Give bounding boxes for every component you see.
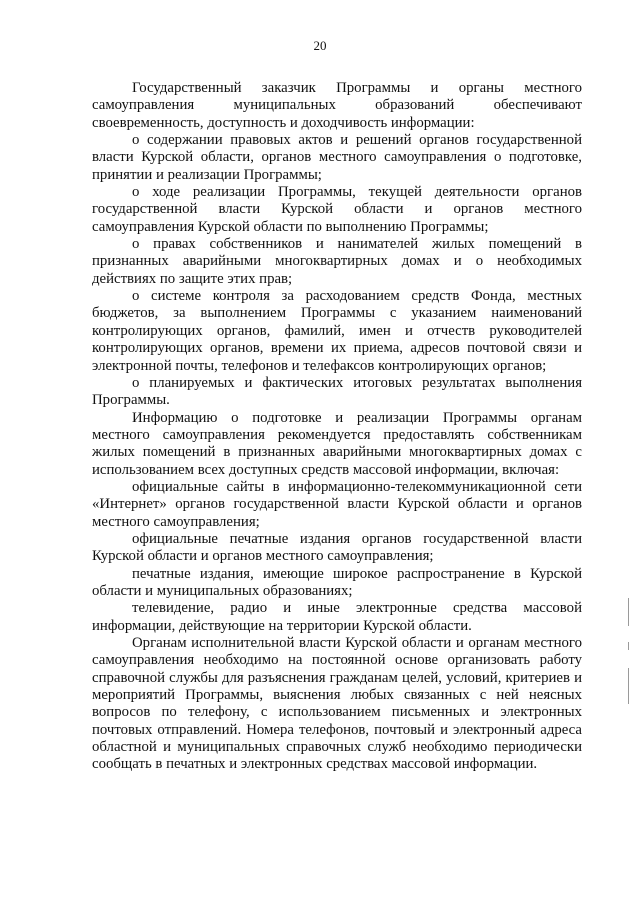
paragraph-help-service: Органам исполнительной власти Курской области и органам местного самоуправления необходимо на постоянной основе организовать работу справочной службы для разъяснения гражданам целей, условий, критериев и мероприятий Программы, выяснения любых связанных с ней неясных вопросов по телефону, с использованием письменных и электронных почтовых отправлений. Номера телефонов, почтовый и электронный адреса областной и муниципальных справочных служб необходимо периодически сообщать в печатных и электронных средствах массовой информации. — [92, 635, 582, 773]
list-item-program-progress: о ходе реализации Программы, текущей деятельности органов государственной власти Курской области и органов местного самоуправления Курской области по выполнению Программы; — [92, 184, 582, 235]
list-item-print-media: печатные издания, имеющие широкое распространение в Курской области и муниципальных образованиях; — [92, 565, 582, 599]
list-item-owner-rights: о правах собственников и нанимателей жилых помещений в признанных аварийными многоквартирных домах и о необходимых действиях по защите этих прав; — [92, 236, 582, 287]
list-item-legal-acts: о содержании правовых актов и решений органов государственной власти Курской области, органов местного самоуправления о подготовке, принятии и реализации Программы; — [92, 132, 582, 183]
paragraph-intro: Государственный заказчик Программы и органы местного самоуправления муниципальных образований обеспечивают своевременность, доступность и доходчивость информации: — [92, 80, 582, 131]
list-item-electronic-media: телевидение, радио и иные электронные средства массовой информации, действующие на территории Курской области. — [92, 600, 582, 634]
scan-artifact — [628, 598, 629, 626]
scan-artifact — [628, 668, 629, 704]
page-number: 20 — [313, 38, 327, 53]
list-item-official-websites: официальные сайты в информационно-телекоммуникационной сети «Интернет» органов государственной власти Курской области и органов местного самоуправления; — [92, 478, 582, 530]
document-body — [92, 80, 582, 774]
list-item-official-print: официальные печатные издания органов государственной власти Курской области и органов местного самоуправления; — [92, 530, 582, 565]
paragraph-information-channels: Информацию о подготовке и реализации Программы органам местного самоуправления рекомендуется предоставлять собственникам жилых помещений в признанных аварийными многоквартирных домах с использованием всех доступных средств массовой информации, включая: — [92, 409, 582, 478]
list-item-control-system: о системе контроля за расходованием средств Фонда, местных бюджетов, за выполнением Программы с указанием наименований контролирующих органов, фамилий, имен и отчеств руководителей контролирующих органов, времени их приема, адресов почтовой связи и электронной почты, телефонов и телефаксов контролирующих органов; — [92, 288, 582, 374]
list-item-results: о планируемых и фактических итоговых результатах выполнения Программы. — [92, 374, 582, 409]
scan-artifact — [628, 642, 629, 650]
